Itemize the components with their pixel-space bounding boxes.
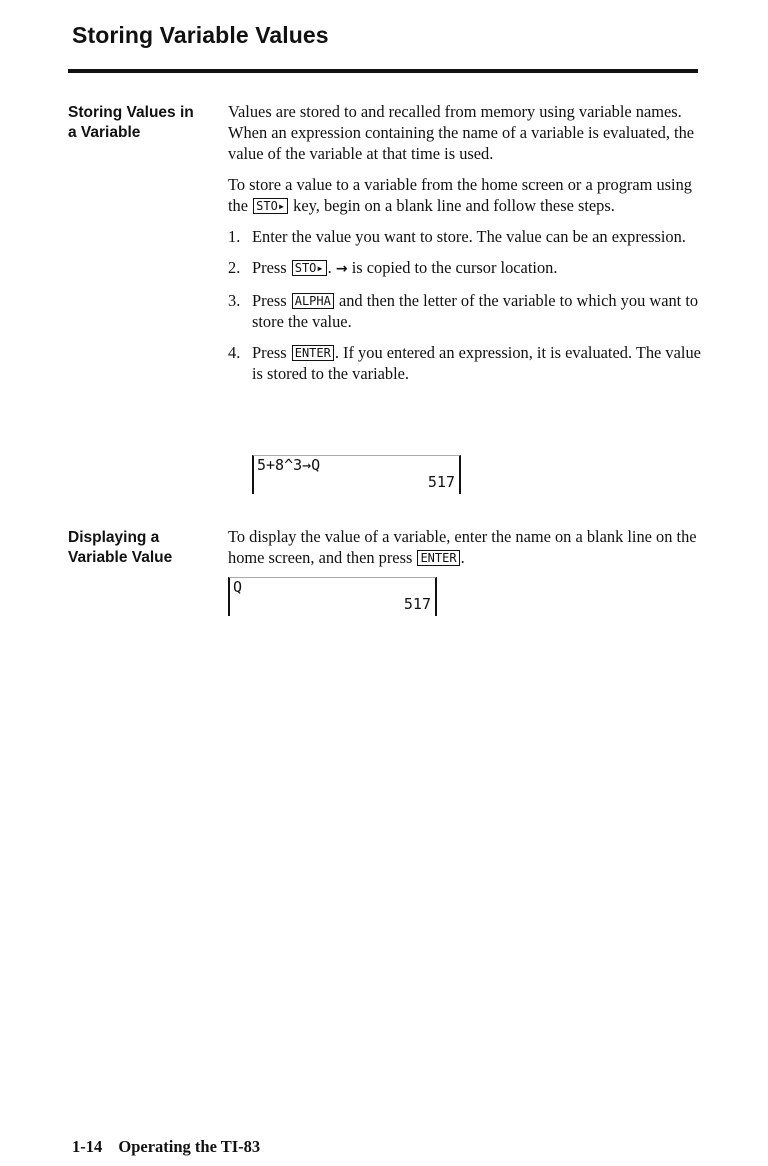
list-item: 4. Press ENTER . If you entered an expression, it is evaluated. The value is stored to the variable. [228,343,701,383]
store-arrow-icon: → [335,261,348,277]
section-heading-line: Variable Value [68,549,173,566]
steps-list [228,226,703,384]
paragraph: To store a value to a variable from the home screen or a program using the STO▸ key, begin on a blank line and follow these steps. [228,175,692,215]
enter-key: ENTER [292,345,334,361]
section-heading-line: a Variable [68,124,141,141]
section-heading-displaying [68,528,172,568]
screen-result: 517 [403,595,431,613]
screen-entry: Q [233,578,243,596]
section-heading-line: Storing Values in [68,104,194,121]
sto-key: STO▸ [253,198,288,214]
paragraph: Values are stored to and recalled from memory using variable names. When an expression containing the name of a variable is evaluated, the value of the variable at that time is used. [228,102,695,163]
sto-key: STO▸ [292,260,327,276]
section-heading-storing [68,103,194,143]
section-body-storing [228,101,703,394]
calculator-screen [252,455,461,494]
alpha-key: ALPHA [292,293,334,309]
enter-key: ENTER [417,550,459,566]
page-number: 1-14 [72,1137,103,1156]
screen-entry: 5+8^3→Q [257,456,321,474]
chapter-title: Operating the TI-83 [118,1137,261,1156]
page-footer [72,1137,260,1157]
paragraph: To display the value of a variable, enter the name on a blank line on the home screen, and then press ENTER . [228,527,697,567]
list-item: 2. Press STO▸ . → is copied to the cursor location. [228,258,558,277]
list-item: 1. Enter the value you want to store. The value can be an expression. [228,227,686,246]
section-body-displaying [228,526,703,578]
screen-result: 517 [427,473,455,491]
calculator-screen [228,577,437,616]
section-heading-line: Displaying a [68,529,160,546]
page-title: Storing Variable Values [72,22,329,48]
title-rule [68,69,698,73]
list-item: 3. Press ALPHA and then the letter of the variable to which you want to store the value. [228,291,699,331]
